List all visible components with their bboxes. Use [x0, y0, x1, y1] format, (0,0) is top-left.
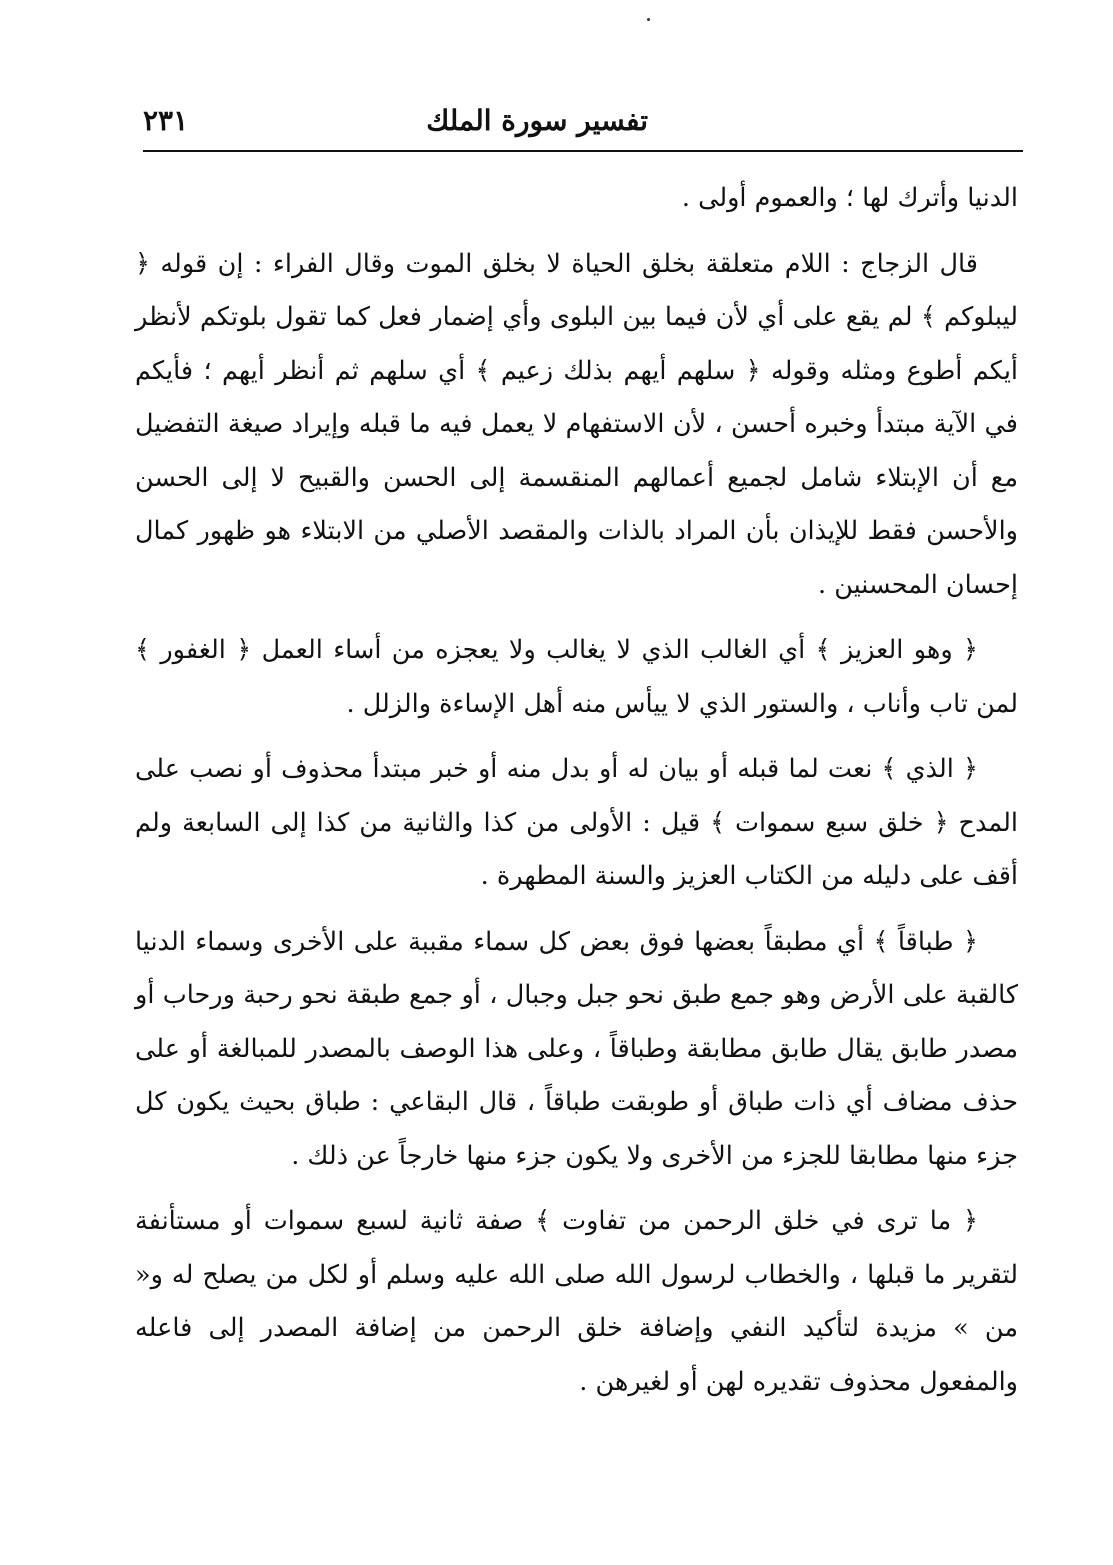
- paragraph: ﴿ طباقاً ﴾ أي مطبقاً بعضها فوق بعض كل سماء مقببة على الأخرى وسماء الدنيا كالقبة على الأرض وهو جمع طبق نحو جبل وجبال ، أو جمع طبقة نحو رحبة ورحاب أو مصدر طابق يقال طابق مطابقة وطباقاً ، وعلى هذا الوصف بالمصدر للمبالغة أو على حذف مضاف أي ذات طباق أو طوبقت طباقاً ، قال البقاعي : طباق بحيث يكون كل جزء منها مطابقا للجزء من الأخرى ولا يكون جزء منها خارجاً عن ذلك .: [135, 926, 1018, 1171]
- page-number: ٢٣١: [143, 104, 189, 137]
- paragraph: الدنيا وأترك لها ؛ والعموم أولى .: [681, 183, 1018, 213]
- stray-ink-dot: [647, 18, 650, 21]
- paragraph: ﴿ وهو العزيز ﴾ أي الغالب الذي لا يغالب ولا يعجزه من أساء العمل ﴿ الغفور ﴾ لمن تاب وأناب ، والستور الذي لا ييأس منه أهل الإساءة والزلل .: [135, 635, 1018, 719]
- paragraph: قال الزجاج : اللام متعلقة بخلق الحياة لا بخلق الموت وقال الفراء : إن قوله ﴿ ليبلوكم ﴾ لم يقع على أي لأن فيما بين البلوى وأي إضمار فعل كما تقول بلوتكم لأنظر أيكم أطوع ومثله وقوله ﴿ سلهم أيهم بذلك زعيم ﴾ أي سلهم ثم أنظر أيهم ؛ فأيكم في الآية مبتدأ وخبره أحسن ، لأن الاستفهام لا يعمل فيه ما قبله وإيراد صيغة التفضيل مع أن الإبتلاء شامل لجميع أعمالهم المنقسمة إلى الحسن والقبيح لا إلى الحسن والأحسن فقط للإيذان بأن المراد بالذات والمقصد الأصلي من الابتلاء هو ظهور كمال إحسان المحسنين .: [135, 248, 1018, 600]
- paragraph: ﴿ الذي ﴾ نعت لما قبله أو بيان له أو بدل منه أو خبر مبتدأ محذوف أو نصب على المدح ﴿ خلق سبع سموات ﴾ قيل : الأولى من كذا والثانية من كذا إلى السابعة ولم أقف على دليله من الكتاب العزيز والسنة المطهرة .: [135, 754, 1018, 891]
- body-text: [135, 172, 1018, 1421]
- page-header: [143, 96, 1018, 146]
- paragraph: ﴿ ما ترى في خلق الرحمن من تفاوت ﴾ صفة ثانية لسبع سموات أو مستأنفة لتقرير ما قبلها ، والخطاب لرسول الله صلى الله عليه وسلم أو لكل من يصلح له و« من » مزيدة لتأكيد النفي وإضافة خلق الرحمن من إضافة المصدر إلى فاعله والمفعول محذوف تقديره لهن أو لغيرهن .: [135, 1206, 1018, 1397]
- running-title: تفسير سورة الملك: [426, 104, 648, 137]
- header-divider: [143, 150, 1023, 152]
